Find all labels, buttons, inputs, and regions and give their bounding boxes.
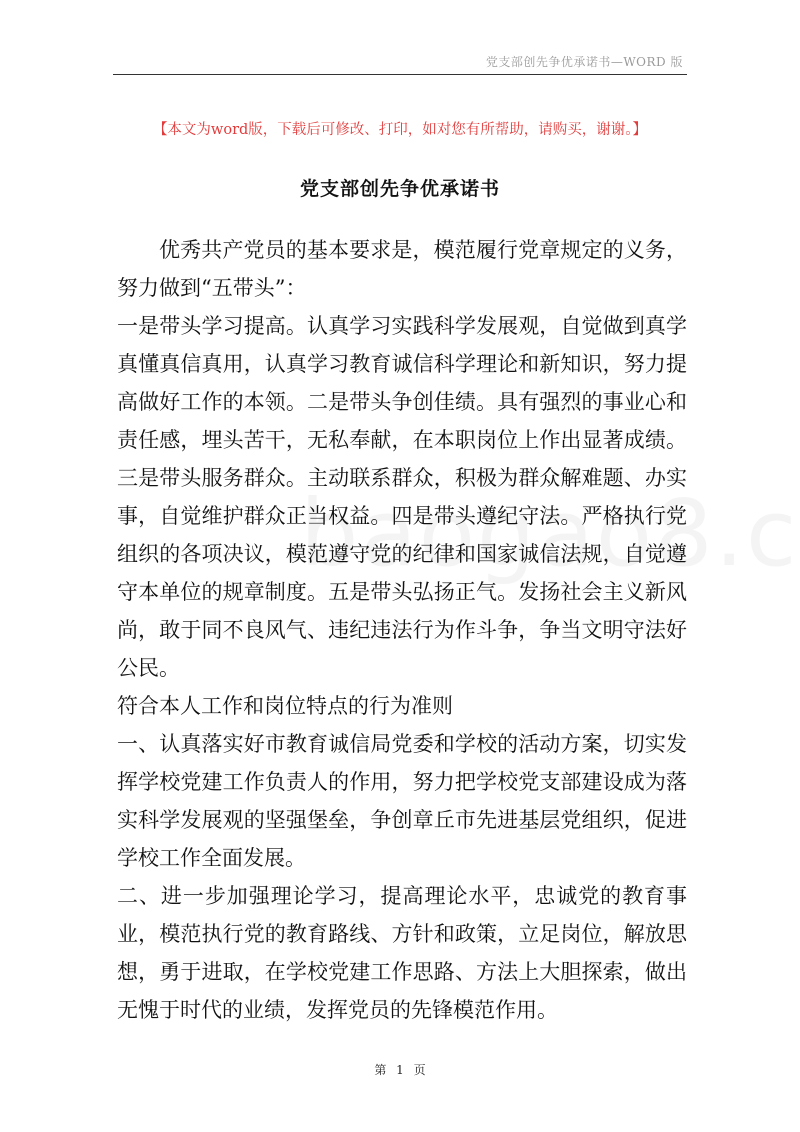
paragraph-section-heading: 符合本人工作和岗位特点的行为准则 [117,694,453,718]
footer-prefix: 第 [374,1063,387,1077]
paragraph-intro: 优秀共产党员的基本要求是，模范履行党章规定的义务，努力做到“五带头”： [117,238,687,300]
page-footer [0,1061,800,1078]
download-notice: 【本文为word版，下载后可修改、打印，如对您有所帮助，请购买，谢谢。】 [152,122,648,138]
running-header: 党支部创先争优承诺书—WORD 版 [485,55,683,69]
document-body [117,231,687,1029]
header-divider [113,74,687,75]
paragraph-point-two: 二、进一步加强理论学习，提高理论水平，忠诚党的教育事业，模范执行党的教育路线、方针和政策，立足岗位，解放思想，勇于进取，在学校党建工作思路、方法上大胆探索，做出无愧于时代的业绩，发挥党员的先锋模范作用。 [117,884,687,1022]
page-number: 1 [396,1063,404,1077]
paragraph-point-one: 一、认真落实好市教育诚信局党委和学校的活动方案，切实发挥学校党建工作负责人的作用，努力把学校党支部建设成为落实科学发展观的坚强堡垒，争创章丘市先进基层党组织，促进学校工作全面发展。 [117,732,687,870]
footer-suffix: 页 [413,1063,426,1077]
document-title: 党支部创先争优承诺书 [299,178,500,200]
paragraph-five-leads: 一是带头学习提高。认真学习实践科学发展观，自觉做到真学真懂真信真用，认真学习教育诚信科学理论和新知识，努力提高做好工作的本领。二是带头争创佳绩。具有强烈的事业心和责任感，埋头苦干，无私奉献，在本职岗位上作出显著成绩。三是带头服务群众。主动联系群众，积极为群众解难题、办实事，自觉维护群众正当权益。四是带头遵纪守法。严格执行党组织的各项决议，模范遵守党的纪律和国家诚信法规，自觉遵守本单位的规章制度。五是带头弘扬正气。发扬社会主义新风尚，敢于同不良风气、违纪违法行为作斗争，争当文明守法好公民。 [117,314,687,680]
